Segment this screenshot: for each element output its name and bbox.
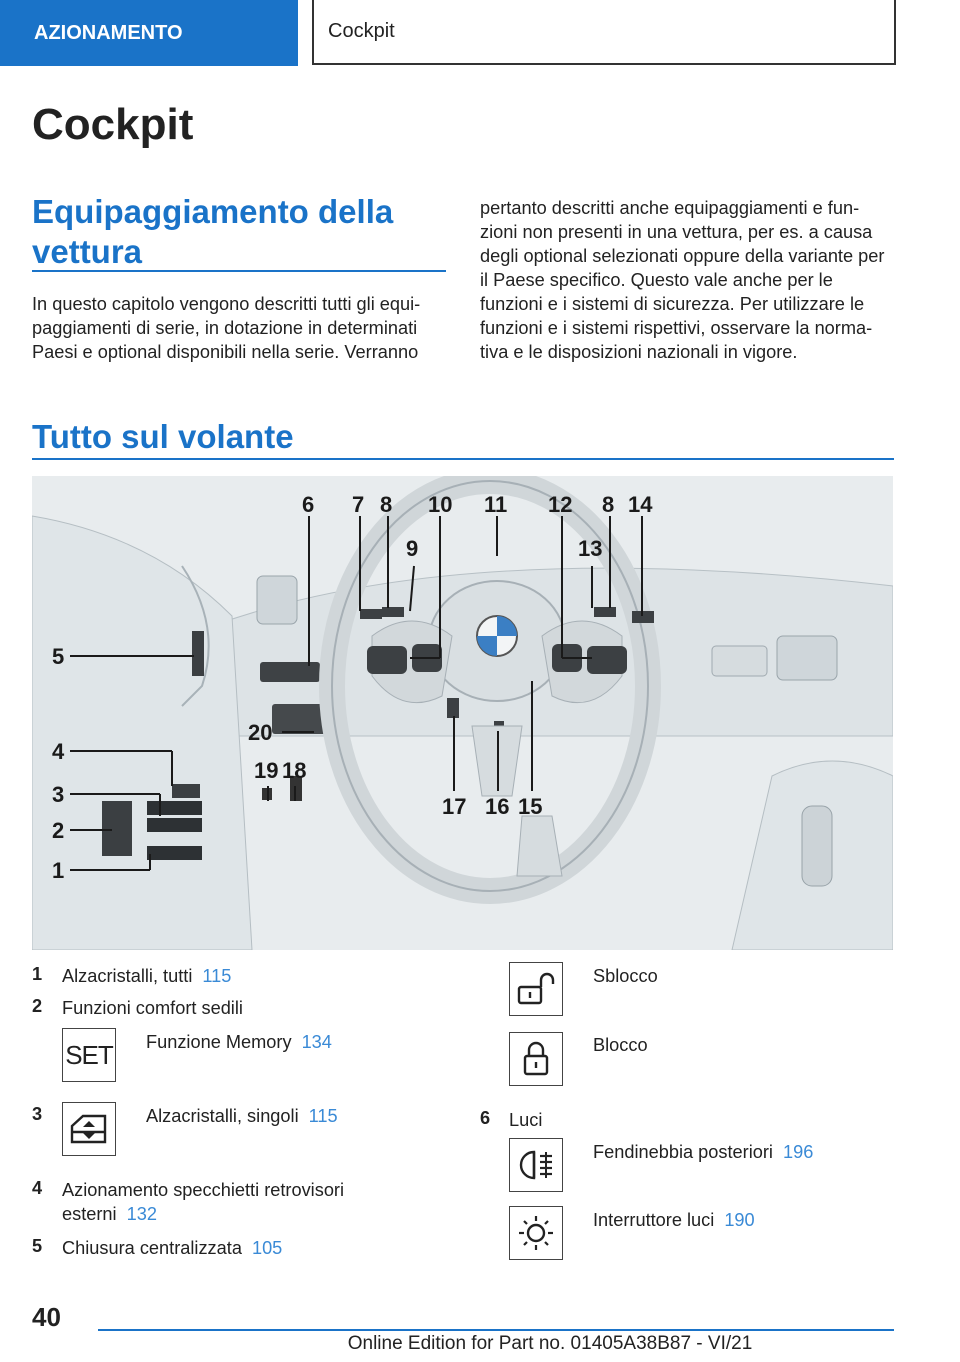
chapter-label: Cockpit <box>328 20 395 42</box>
footer-edition: Online Edition for Part no. 01405A38B87 - VI/21 <box>347 1333 753 1354</box>
page-ref-link[interactable]: 132 <box>126 1204 157 1224</box>
callout-19: 19 <box>254 758 279 783</box>
legend-item <box>62 1236 282 1260</box>
set-icon-text: SET <box>65 1039 113 1070</box>
equipment-heading: Equipaggiamento della vettura <box>32 193 394 270</box>
legend-item <box>62 996 243 1020</box>
callout-1: 1 <box>52 858 65 883</box>
unlock-icon-graphic <box>516 972 556 1006</box>
callout-6: 6 <box>302 492 315 517</box>
page-number: 40 <box>32 1302 61 1332</box>
heading-rule <box>32 270 446 272</box>
page-title: Cockpit <box>32 100 194 149</box>
legend-label: Funzione Memory <box>146 1032 292 1052</box>
legend-item <box>146 1030 332 1054</box>
callout-8a: 8 <box>380 492 393 517</box>
legend-label: Luci <box>509 1110 543 1130</box>
intro-text-right: pertanto descritti anche equipaggiamenti e fun-zioni non presenti in una vettura, per es. a causa degli optional selezionati oppure della variante per il Paese specifico. Questo vale anche per le funzioni e i sistemi di sicurezza. Per utilizzare le funzioni e i sistemi rispettivi, osservare la norma-tiva e le disposizioni nazionali in vigore. <box>480 198 885 362</box>
footer-rule <box>98 1329 894 1331</box>
legend-label: Alzacristalli, singoli <box>146 1106 299 1126</box>
legend-num: 3 <box>32 1104 43 1124</box>
callout-13: 13 <box>578 536 603 561</box>
window-icon-graphic <box>69 1112 109 1146</box>
legend-item <box>593 1140 813 1164</box>
legend-label: Interruttore luci <box>593 1210 715 1230</box>
page-ref-link[interactable]: 190 <box>724 1210 755 1230</box>
chapter-header <box>312 0 896 65</box>
legend-item <box>593 1033 648 1057</box>
light-switch-icon <box>509 1206 563 1260</box>
callout-14: 14 <box>628 492 653 517</box>
legend-label: Azionamento specchietti retrovisori esterni <box>62 1180 345 1224</box>
legend-item <box>146 1104 338 1128</box>
rear-fog-icon-graphic <box>516 1148 556 1182</box>
callout-5: 5 <box>52 644 65 669</box>
callout-7: 7 <box>352 492 365 517</box>
legend-num: 2 <box>32 996 43 1016</box>
page-ref-link[interactable]: 115 <box>308 1106 338 1126</box>
legend-num: 4 <box>32 1178 43 1198</box>
legend-label: Chiusura centralizzata <box>62 1238 242 1258</box>
legend-label: Sblocco <box>593 966 658 986</box>
legend-item <box>593 1208 755 1232</box>
page-ref-link[interactable]: 196 <box>782 1142 814 1162</box>
legend-label: Fendinebbia posteriori <box>593 1142 773 1162</box>
callout-8b: 8 <box>602 492 615 517</box>
callout-15: 15 <box>518 794 543 819</box>
callout-12: 12 <box>548 492 573 517</box>
callout-11: 11 <box>484 492 508 517</box>
legend-label: Funzioni comfort sedili <box>62 998 243 1018</box>
steering-heading: Tutto sul volante <box>32 418 294 455</box>
legend-num: 5 <box>32 1236 43 1256</box>
callout-20: 20 <box>248 720 273 745</box>
steering-heading-rule <box>32 458 894 460</box>
legend-num: 1 <box>32 964 43 984</box>
rear-fog-icon <box>509 1138 563 1192</box>
light-switch-icon-graphic <box>516 1213 556 1253</box>
set-icon <box>62 1028 116 1082</box>
callout-9: 9 <box>406 536 419 561</box>
cockpit-illustration <box>32 476 893 950</box>
intro-text-left: In questo capitolo vengono descritti tutti gli equi-paggiamenti di serie, in dotazione in determinati Paesi e optional disponibili nella serie. Verranno <box>32 294 421 362</box>
page-ref-link[interactable]: 115 <box>202 966 232 986</box>
legend-item <box>62 964 231 988</box>
callout-4: 4 <box>52 739 65 764</box>
legend-num: 6 <box>480 1108 491 1128</box>
cockpit-drawing <box>32 476 893 950</box>
page-ref-link[interactable]: 134 <box>301 1032 332 1052</box>
legend-label: Blocco <box>593 1035 648 1055</box>
callout-17: 17 <box>442 794 467 819</box>
legend-label: Alzacristalli, tutti <box>62 966 193 986</box>
lock-icon <box>509 1032 563 1086</box>
callout-3: 3 <box>52 782 65 807</box>
legend-item <box>62 1178 382 1226</box>
callout-2: 2 <box>52 818 65 843</box>
unlock-icon <box>509 962 563 1016</box>
lock-icon-graphic <box>516 1041 556 1077</box>
section-tab-label: AZIONAMENTO <box>34 21 183 44</box>
legend-item <box>509 1108 542 1132</box>
page-ref-link[interactable]: 105 <box>251 1238 283 1258</box>
callout-18: 18 <box>282 758 307 783</box>
window-icon <box>62 1102 116 1156</box>
legend-item <box>593 964 658 988</box>
callout-16: 16 <box>485 794 510 819</box>
callout-10: 10 <box>428 492 453 517</box>
section-tab <box>0 0 298 66</box>
